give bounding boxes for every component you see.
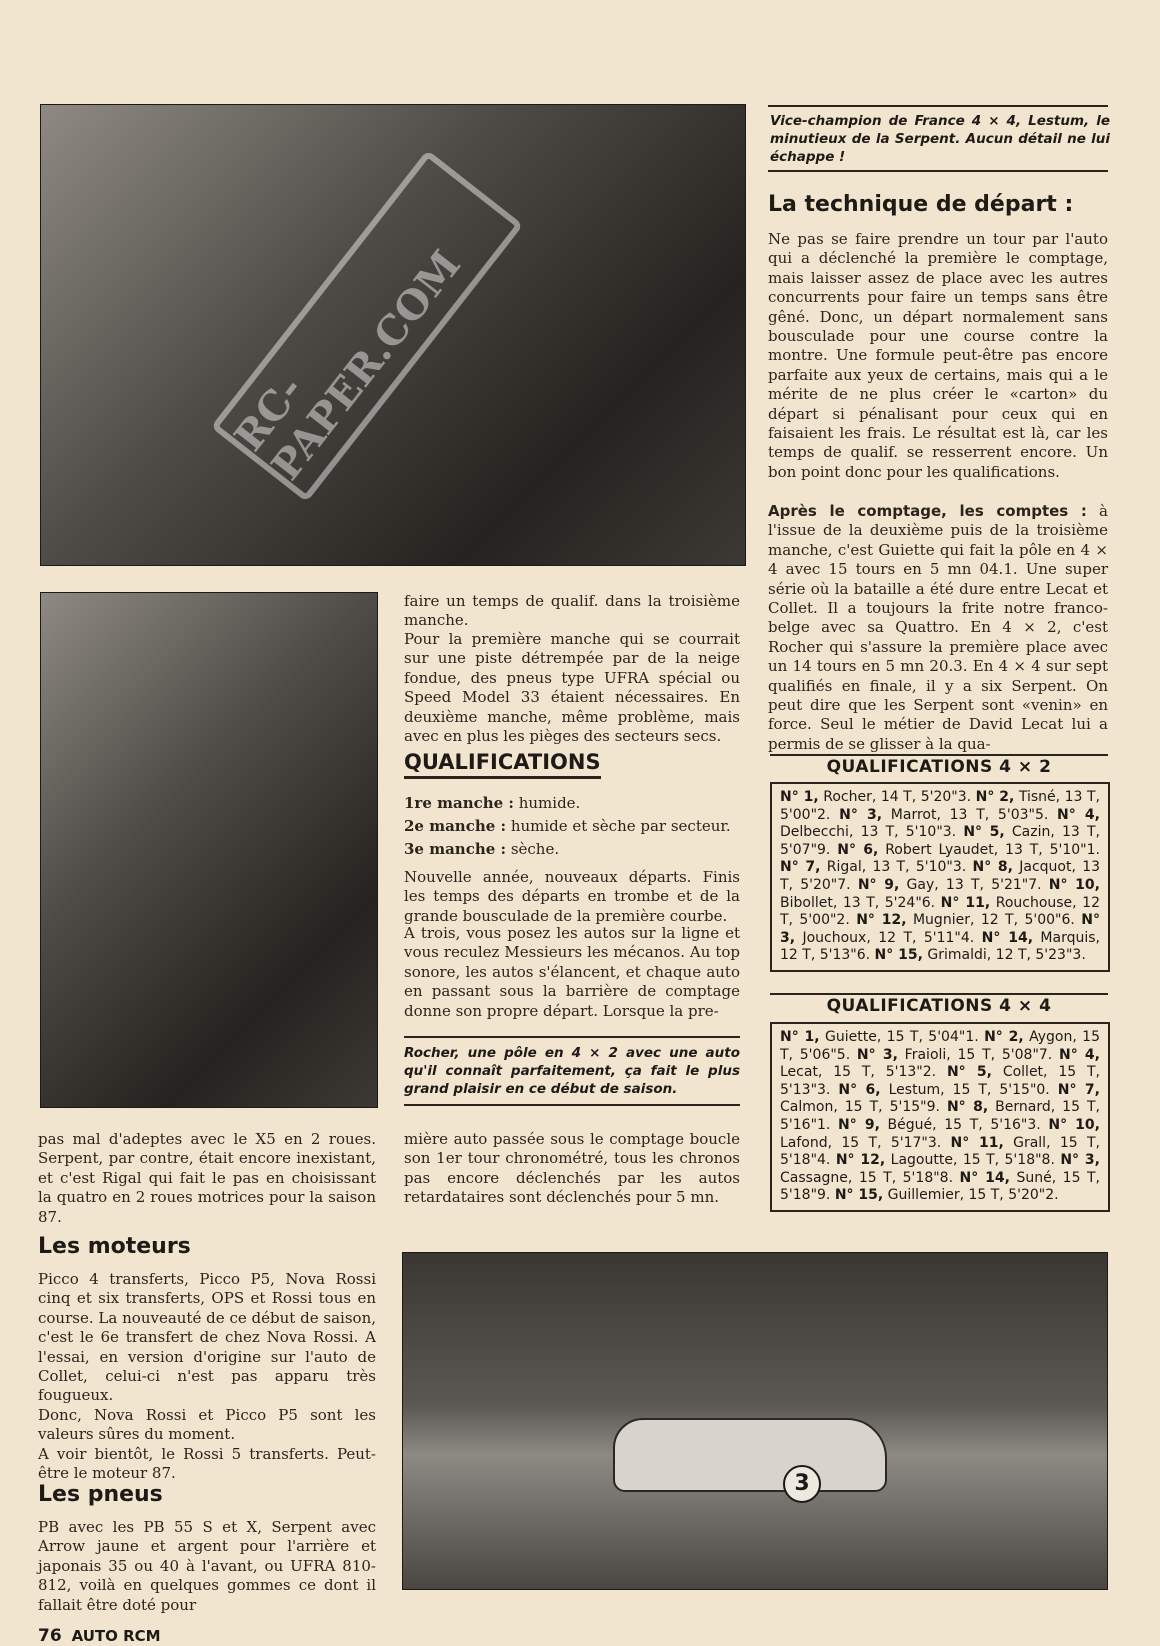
qual-result: Rigal, 13 T, 5'10"3.: [820, 859, 973, 876]
moteurs-p3: A voir bientôt, le Rossi 5 transferts. Peut-être le moteur 87.: [38, 1444, 376, 1483]
qual-result: Fraioli, 15 T, 5'08"7.: [897, 1046, 1060, 1063]
manche-3-value: sèche.: [510, 840, 560, 858]
qual-position: N° 7,: [780, 859, 821, 876]
manche-1: [404, 792, 740, 815]
watermark-stamp: RC-PAPER.COM: [211, 150, 524, 502]
race-car-shape: [613, 1418, 887, 1492]
apres-comptage-lead: Après le comptage, les comptes :: [768, 502, 1087, 520]
qual-result: Cassagne, 15 T, 5'18"8.: [780, 1169, 960, 1186]
qualifications-heading: QUALIFICATIONS: [404, 750, 601, 779]
qual-position: N° 5,: [946, 1064, 992, 1081]
qual-position: N° 14,: [981, 929, 1034, 946]
middle-para-start: A trois, vous posez les autos sur la ligne et vous reculez Messieurs les mécanos. Au top sonore, les autos s'élancent, et chaque auto en passant sous la barrière de comptage donne son propre départ. Lorsque la pre-: [404, 924, 740, 1020]
manche-1-value: humide.: [518, 794, 581, 812]
qual-position: N° 3,: [1060, 1152, 1100, 1169]
qual-result: Grall, 15 T, 5'18"4.: [780, 1134, 1100, 1169]
qual-position: N° 8,: [972, 859, 1013, 876]
qual-result: Marrot, 13 T, 5'03"5.: [882, 806, 1058, 823]
apres-comptage-body: à l'issue de la deuxième puis de la troisième manche, c'est Guiette qui fait la pôle en 4 × 4 avec 15 tours en 5 mn 04.1. Une super série où la bataille a été dure entre Lecat et Collet. Il a toujours la frite notre franco-belge avec sa Quattro. En 4 × 2, c'est Rocher qui s'assure la première place avec un 14 tours en 5 mn 20.3. En 4 × 4 sur sept qualifiés en finale, il y a six Serpent. On peut dire que les Serpent sont «venin» en force. Seul le métier de David Lecat lui a permis de se glisser à la qua-: [768, 502, 1108, 753]
caption-rule-top: [768, 105, 1108, 107]
manche-2: [404, 815, 740, 838]
qual-result: Lecat, 15 T, 5'13"2.: [780, 1064, 947, 1081]
caption-rocher-rule-top: [404, 1036, 740, 1038]
qual-position: N° 4,: [1059, 1046, 1100, 1063]
qual-result: Bibollet, 13 T, 5'24"6.: [780, 894, 941, 911]
caption-lestum: Vice-champion de France 4 × 4, Lestum, le minutieux de la Serpent. Aucun détail ne lui échappe !: [770, 113, 1110, 165]
qual-result: Jacquot, 13 T, 5'20"7.: [780, 859, 1101, 893]
qual-position: N° 1,: [780, 789, 819, 805]
qual-result: Delbecchi, 13 T, 5'10"3.: [780, 824, 964, 841]
photo-race-car-3: [402, 1252, 1108, 1590]
qual-result: Lafond, 15 T, 5'17"3.: [780, 1134, 951, 1151]
qual-position: N° 5,: [963, 824, 1005, 841]
moteurs-text: [38, 1270, 376, 1483]
manche-2-label: 2e manche :: [404, 817, 507, 835]
qual-result: Bernard, 15 T, 5'16"1.: [780, 1099, 1100, 1133]
qual-result: Gay, 13 T, 5'21"7.: [899, 876, 1049, 893]
qual-position: N° 1,: [780, 1029, 820, 1045]
qual-position: N° 3,: [856, 1046, 898, 1063]
photo-mechanic-transmitter: [40, 104, 746, 566]
middle-top-text: faire un temps de qualif. dans la troisième manche.: [404, 592, 740, 630]
qual-position: N° 6,: [837, 841, 879, 858]
qual-position: N° 9,: [838, 1116, 880, 1133]
qual-result: Grimaldi, 12 T, 5'23"3.: [922, 947, 1086, 964]
qual-position: N° 8,: [946, 1099, 989, 1116]
qual-position: N° 11,: [950, 1134, 1004, 1151]
qual-position: N° 15,: [874, 947, 923, 964]
heading-les-moteurs: Les moteurs: [38, 1234, 191, 1259]
middle-para-new-year: Nouvelle année, nouveaux départs. Finis les temps des départs en trombe et de la grande bousculade de la première courbe.: [404, 868, 740, 925]
qual-result: Cazin, 13 T, 5'07"9.: [780, 824, 1100, 858]
qual-position: N° 7,: [1057, 1081, 1100, 1098]
qual-position: N° 4,: [1057, 806, 1100, 823]
race-car-number: 3: [783, 1465, 821, 1503]
qual-result: Rouchouse, 12 T, 5'00"2.: [780, 894, 1100, 929]
qual-result: Marquis, 12 T, 5'13"6.: [780, 929, 1100, 964]
qual-position: N° 12,: [856, 912, 907, 929]
qual-result: Robert Lyaudet, 13 T, 5'10"1.: [878, 841, 1100, 858]
qual-result: Calmon, 15 T, 5'15"9.: [780, 1099, 947, 1116]
heading-technique-depart: La technique de départ :: [768, 192, 1074, 217]
qual-position: N° 11,: [940, 894, 991, 911]
qual-position: N° 2,: [984, 1029, 1024, 1045]
qual-4x2-rule: [770, 754, 1108, 756]
manche-2-value: humide et sèche par secteur.: [510, 817, 731, 835]
qual-position: N° 15,: [834, 1187, 884, 1204]
caption-rocher-rule-bottom: [404, 1104, 740, 1106]
middle-bottom-text: mière auto passée sous le comptage boucle son 1er tour chronométré, tous les chronos pas encore déclenchés par les autos retardataires sont déclenchés pour 5 mn.: [404, 1130, 740, 1207]
qual-position: N° 14,: [959, 1169, 1010, 1186]
qual-result: Suné, 15 T, 5'18"9.: [780, 1169, 1100, 1204]
qual-result: Collet, 15 T, 5'13"3.: [780, 1064, 1100, 1098]
page-footer: [38, 1626, 338, 1646]
qual-4x4-title: QUALIFICATIONS 4 × 4: [826, 996, 1052, 1016]
pneus-text: PB avec les PB 55 S et X, Serpent avec Arrow jaune et argent pour l'arrière et japonais 35 ou 40 à l'avant, ou UFRA 810-812, voilà en quelques gommes ce dont il fallait être doté pour: [38, 1518, 376, 1614]
qual-position: N° 3,: [839, 806, 883, 823]
manche-1-label: 1re manche :: [404, 794, 514, 812]
magazine-name: AUTO RCM: [71, 1627, 161, 1645]
qual-4x4-rule: [770, 993, 1108, 995]
qual-result: Guiette, 15 T, 5'04"1.: [819, 1029, 985, 1045]
heading-les-pneus: Les pneus: [38, 1482, 163, 1507]
qual-4x2-title: QUALIFICATIONS 4 × 2: [826, 757, 1052, 777]
left-top-text: pas mal d'adeptes avec le X5 en 2 roues. Serpent, par contre, était encore inexistant, et c'est Rigal qui fait le pas en choisissant la quatro en 2 roues motrices pour la saison 87.: [38, 1130, 376, 1226]
qual-result: Guillemier, 15 T, 5'20"2.: [883, 1187, 1059, 1204]
qual-result: Jouchoux, 12 T, 5'11"4.: [795, 929, 982, 946]
page-number: 76: [38, 1626, 62, 1646]
qual-result: Mugnier, 12 T, 5'00"6.: [906, 912, 1082, 929]
qual-result: Rocher, 14 T, 5'20"3.: [818, 789, 976, 805]
qual-result: Tisné, 13 T, 5'00"2.: [780, 789, 1100, 823]
moteurs-p2: Donc, Nova Rossi et Picco P5 sont les valeurs sûres du moment.: [38, 1405, 376, 1444]
technique-text: Ne pas se faire prendre un tour par l'auto qui a déclenché la première le comptage, mais laisser assez de place avec les autres concurrents pour faire un temps sans être gêné. Donc, un départ normalement sans bousculade pour une course contre la montre. Une formule peut-être pas encore parfaite aux yeux de certains, mais qui a le mérite de ne plus créer le «carton» du départ si pénalisant pour ceux qui en faisaient les frais. Le résultat est là, car les temps de qualif. se resserrent encore. Un bon point donc pour les qualifications.: [768, 230, 1108, 481]
qual-result: Aygon, 15 T, 5'06"5.: [780, 1029, 1100, 1063]
photo-rocher-with-car: [40, 592, 378, 1108]
qual-position: N° 3,: [780, 912, 1100, 946]
moteurs-p1: Picco 4 transferts, Picco P5, Nova Rossi cinq et six transferts, OPS et Rossi tous en course. La nouveauté de ce début de saison, c'est le 6e transfert de chez Nova Rossi. A l'essai, en version d'origine sur l'auto de Collet, celui-ci n'est pas apparu très fougueux.: [38, 1270, 376, 1405]
qual-position: N° 10,: [1048, 876, 1100, 893]
caption-rule-bottom: [768, 170, 1108, 172]
qual-result: Bégué, 15 T, 5'16"3.: [879, 1116, 1049, 1133]
qual-position: N° 6,: [838, 1081, 881, 1098]
qual-position: N° 12,: [835, 1152, 886, 1169]
qual-4x4-box: [770, 1022, 1110, 1212]
qual-position: N° 10,: [1048, 1116, 1100, 1133]
manche-3-label: 3e manche :: [404, 840, 507, 858]
manche-3: [404, 838, 740, 861]
qual-4x2-box: [770, 782, 1110, 972]
qual-position: N° 9,: [857, 876, 900, 893]
qual-position: N° 2,: [975, 789, 1015, 805]
qual-result: Lagoutte, 15 T, 5'18"8.: [885, 1152, 1061, 1169]
qualifications-heading-wrap: [404, 750, 740, 779]
middle-para-tyres: Pour la première manche qui se courrait sur une piste détrempée par de la neige fondue, des pneus type UFRA spécial ou Speed Model 33 étaient nécessaires. En deuxième manche, même problème, mais avec en plus les pièges des secteurs secs.: [404, 630, 740, 746]
qual-result: Lestum, 15 T, 5'15"0.: [880, 1081, 1058, 1098]
apres-comptage-text: [768, 502, 1108, 754]
caption-rocher: Rocher, une pôle en 4 × 2 avec une auto qu'il connaît parfaitement, ça fait le plus grand plaisir en ce début de saison.: [404, 1045, 740, 1097]
